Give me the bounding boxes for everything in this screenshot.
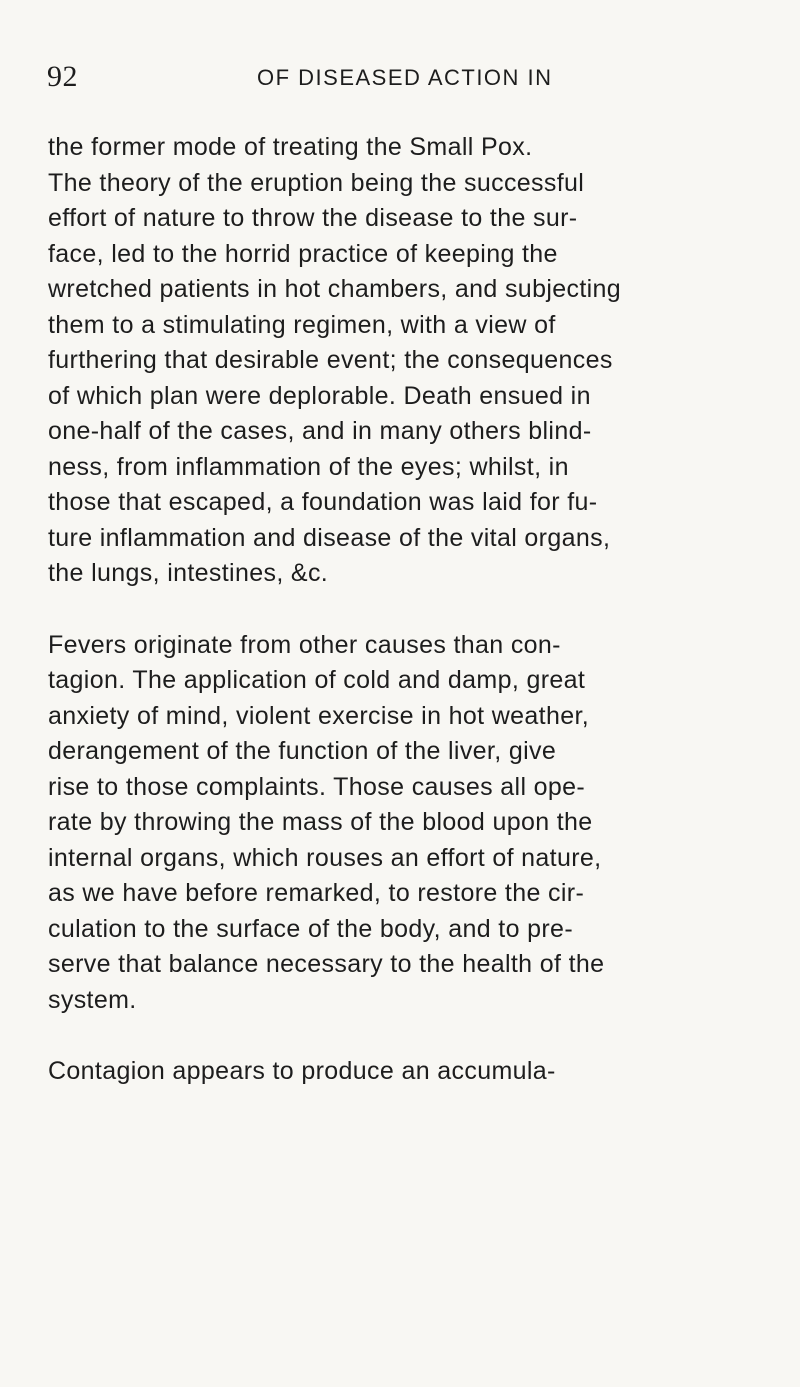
text-line: ness, from inflammation of the eyes; whilst, in: [48, 452, 569, 481]
paragraph-spacing: [48, 592, 772, 628]
text-line: ture inflammation and disease of the vital organs,: [48, 523, 611, 552]
text-line: as we have before remarked, to restore the cir-: [48, 879, 585, 907]
text-line: derangement of the function of the liver, give: [48, 737, 557, 765]
page-header: [0, 62, 800, 96]
body-text: [48, 130, 772, 1090]
running-head: OF DISEASED ACTION IN: [257, 65, 553, 90]
paragraph-3: [48, 1054, 772, 1090]
text-line: effort of nature to throw the disease to the sur-: [48, 204, 578, 232]
text-line: of which plan were deplorable. Death ensued in: [48, 381, 591, 410]
text-line: the lungs, intestines, &c.: [48, 559, 329, 587]
text-line: rise to those complaints. Those causes all ope-: [48, 772, 586, 801]
text-line: Fevers originate from other causes than con-: [48, 630, 561, 659]
text-line: rate by throwing the mass of the blood upon the: [48, 808, 593, 836]
text-line: them to a stimulating regimen, with a view of: [48, 310, 556, 339]
text-line: one-half of the cases, and in many others blind-: [48, 417, 592, 445]
text-line: Contagion appears to produce an accumula-: [48, 1057, 556, 1085]
text-line: serve that balance necessary to the health of the: [48, 950, 605, 978]
text-line: internal organs, which rouses an effort of nature,: [48, 843, 602, 872]
text-line: anxiety of mind, violent exercise in hot weather,: [48, 701, 590, 730]
paragraph-2: [48, 628, 772, 1019]
text-line: culation to the surface of the body, and to pre-: [48, 914, 573, 943]
paragraph-spacing: [48, 1018, 772, 1054]
text-line: system.: [48, 985, 137, 1014]
text-line: The theory of the eruption being the successful: [48, 168, 585, 197]
text-line: the former mode of treating the Small Pox.: [48, 133, 533, 161]
text-line: furthering that desirable event; the consequences: [48, 346, 613, 374]
page-number: 92: [47, 60, 78, 93]
paragraph-1: [48, 130, 772, 592]
text-line: tagion. The application of cold and damp, great: [48, 666, 586, 694]
text-line: face, led to the horrid practice of keeping the: [48, 239, 558, 268]
text-line: wretched patients in hot chambers, and subjecting: [48, 275, 622, 303]
text-line: those that escaped, a foundation was laid for fu-: [48, 488, 598, 516]
